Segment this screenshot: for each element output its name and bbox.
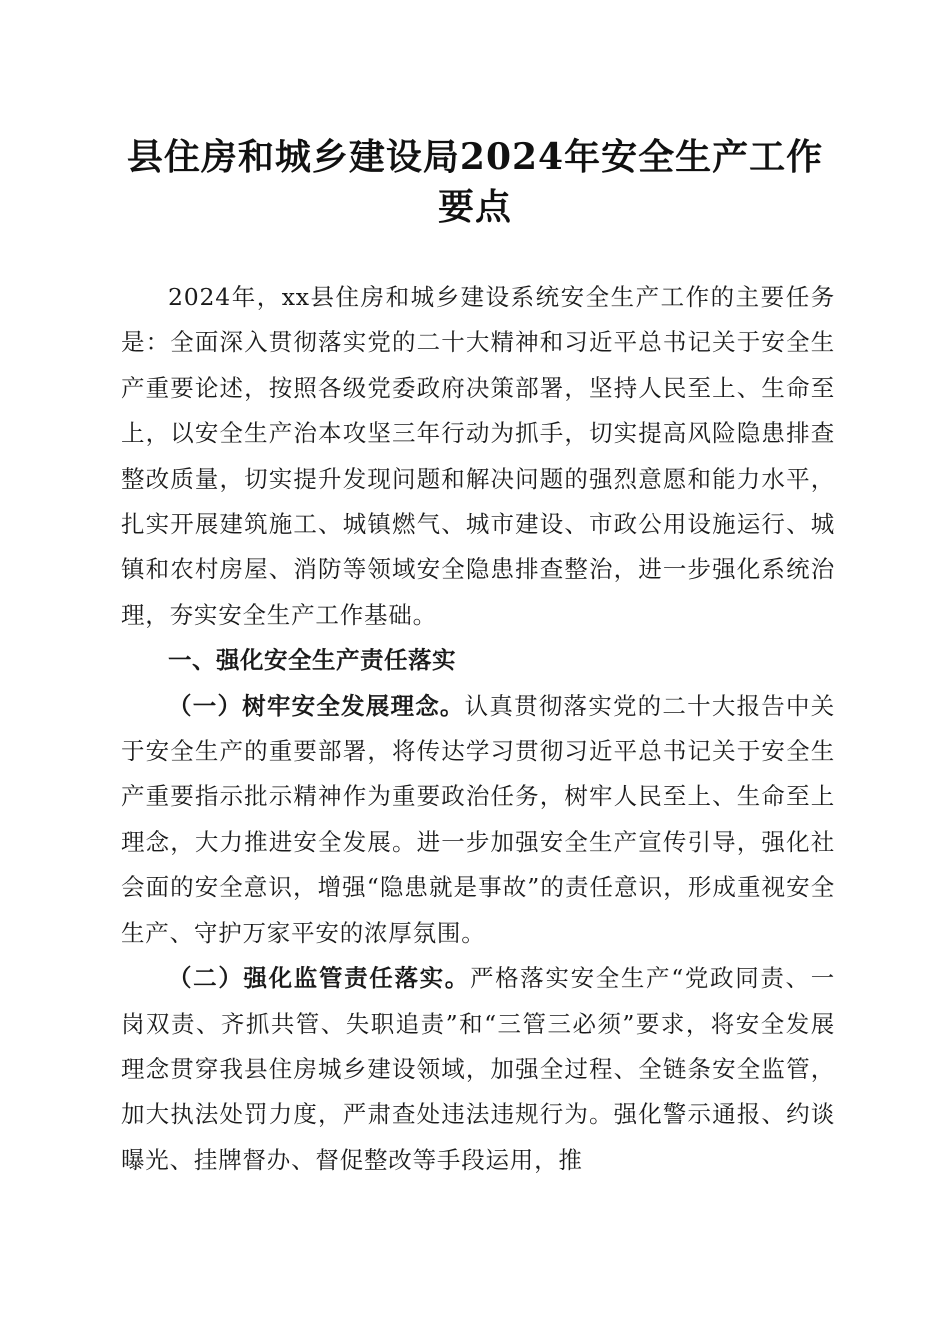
item-2-lead: （二）强化监管责任落实。 bbox=[168, 964, 470, 993]
section-heading: 一、强化安全生产责任落实 bbox=[168, 646, 456, 675]
intro-paragraph: 2024年，xx县住房和城乡建设系统安全生产工作的主要任务是：全面深入贯彻落实党的二十大精神和习近平总书记关于安全生产重要论述，按照各级党委政府决策部署，坚持人民至上、生命至上，以安全生产治本攻坚三年行动为抓手，切实提高风险隐患排查整改质量，切实提升发现问题和解决问题的强烈意愿和能力水平，扎实开展建筑施工、城镇燃气、城市建设、市政公用设施运行、城镇和农村房屋、消防等领域安全隐患排查整治，进一步强化系统治理，夯实安全生产工作基础。 bbox=[121, 283, 835, 629]
item-2-text: 严格落实安全生产“党政同责、一岗双责、齐抓共管、失职追责”和“三管三必须”要求，将安全发展理念贯穿我县住房城乡建设领域，加强全过程、全链条安全监管，加大执法处罚力度，严肃查处违法违规行为。强化警示通报、约谈曝光、挂牌督办、督促整改等手段运用，推 bbox=[121, 964, 835, 1174]
item-1-lead: （一）树牢安全发展理念。 bbox=[168, 691, 465, 720]
item-1-text: 认真贯彻落实党的二十大报告中关于安全生产的重要部署，将传达学习贯彻习近平总书记关于安全生产重要指示批示精神作为重要政治任务，树牢人民至上、生命至上理念，大力推进安全发展。进一步加强安全生产宣传引导，强化社会面的安全意识，增强“隐患就是事故”的责任意识，形成重视安全生产、守护万家平安的浓厚氛围。 bbox=[121, 691, 836, 947]
document-body bbox=[121, 275, 835, 1183]
paragraph-item-2 bbox=[121, 956, 835, 1183]
paragraph-item-1 bbox=[121, 684, 835, 956]
document-title: 县住房和城乡建设局2024年安全生产工作要点 bbox=[126, 136, 824, 228]
